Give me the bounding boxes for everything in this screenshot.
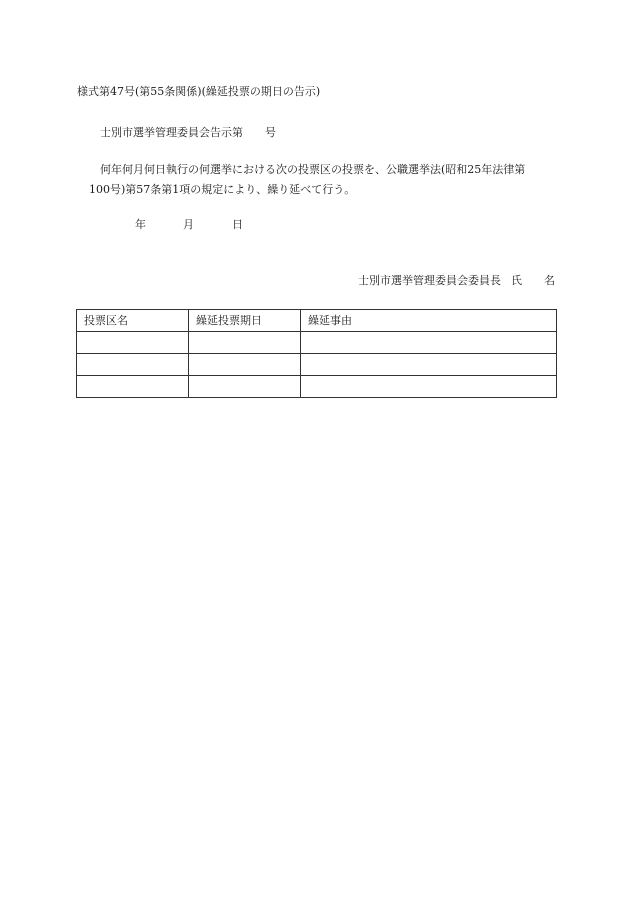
table-cell (77, 332, 189, 354)
table-cell (77, 376, 189, 398)
table-cell (189, 332, 301, 354)
signature-line (358, 275, 555, 286)
date-day-label: 日 (232, 218, 243, 231)
column-header-precinct-name: 投票区名 (77, 310, 189, 332)
signature-shi: 氏 (511, 274, 522, 287)
form-title: 様式第47号(第55条関係)(繰延投票の期日の告示) (77, 85, 321, 98)
signature-mei: 名 (544, 274, 555, 287)
signature-title: 士別市選挙管理委員会委員長 (358, 274, 501, 287)
body-text-line-2: 100号)第57条第1項の規定により、繰り延べて行う。 (89, 183, 356, 196)
table-cell (189, 376, 301, 398)
date-line (135, 219, 243, 230)
table-cell (301, 332, 557, 354)
notice-number-line: 士別市選挙管理委員会告示第 号 (100, 126, 276, 139)
date-month-label: 月 (183, 218, 194, 231)
table-row (77, 354, 557, 376)
postponed-voting-table (76, 309, 557, 398)
column-header-postponed-date: 繰延投票期日 (189, 310, 301, 332)
table-header-row (77, 310, 557, 332)
table-cell (301, 354, 557, 376)
table-cell (77, 354, 189, 376)
table-row (77, 376, 557, 398)
table-row (77, 332, 557, 354)
column-header-postponement-reason: 繰延事由 (301, 310, 557, 332)
body-text-line-1: 何年何月何日執行の何選挙における次の投票区の投票を、公職選挙法(昭和25年法律第 (100, 163, 526, 176)
table-cell (301, 376, 557, 398)
date-year-label: 年 (135, 218, 146, 231)
table-cell (189, 354, 301, 376)
